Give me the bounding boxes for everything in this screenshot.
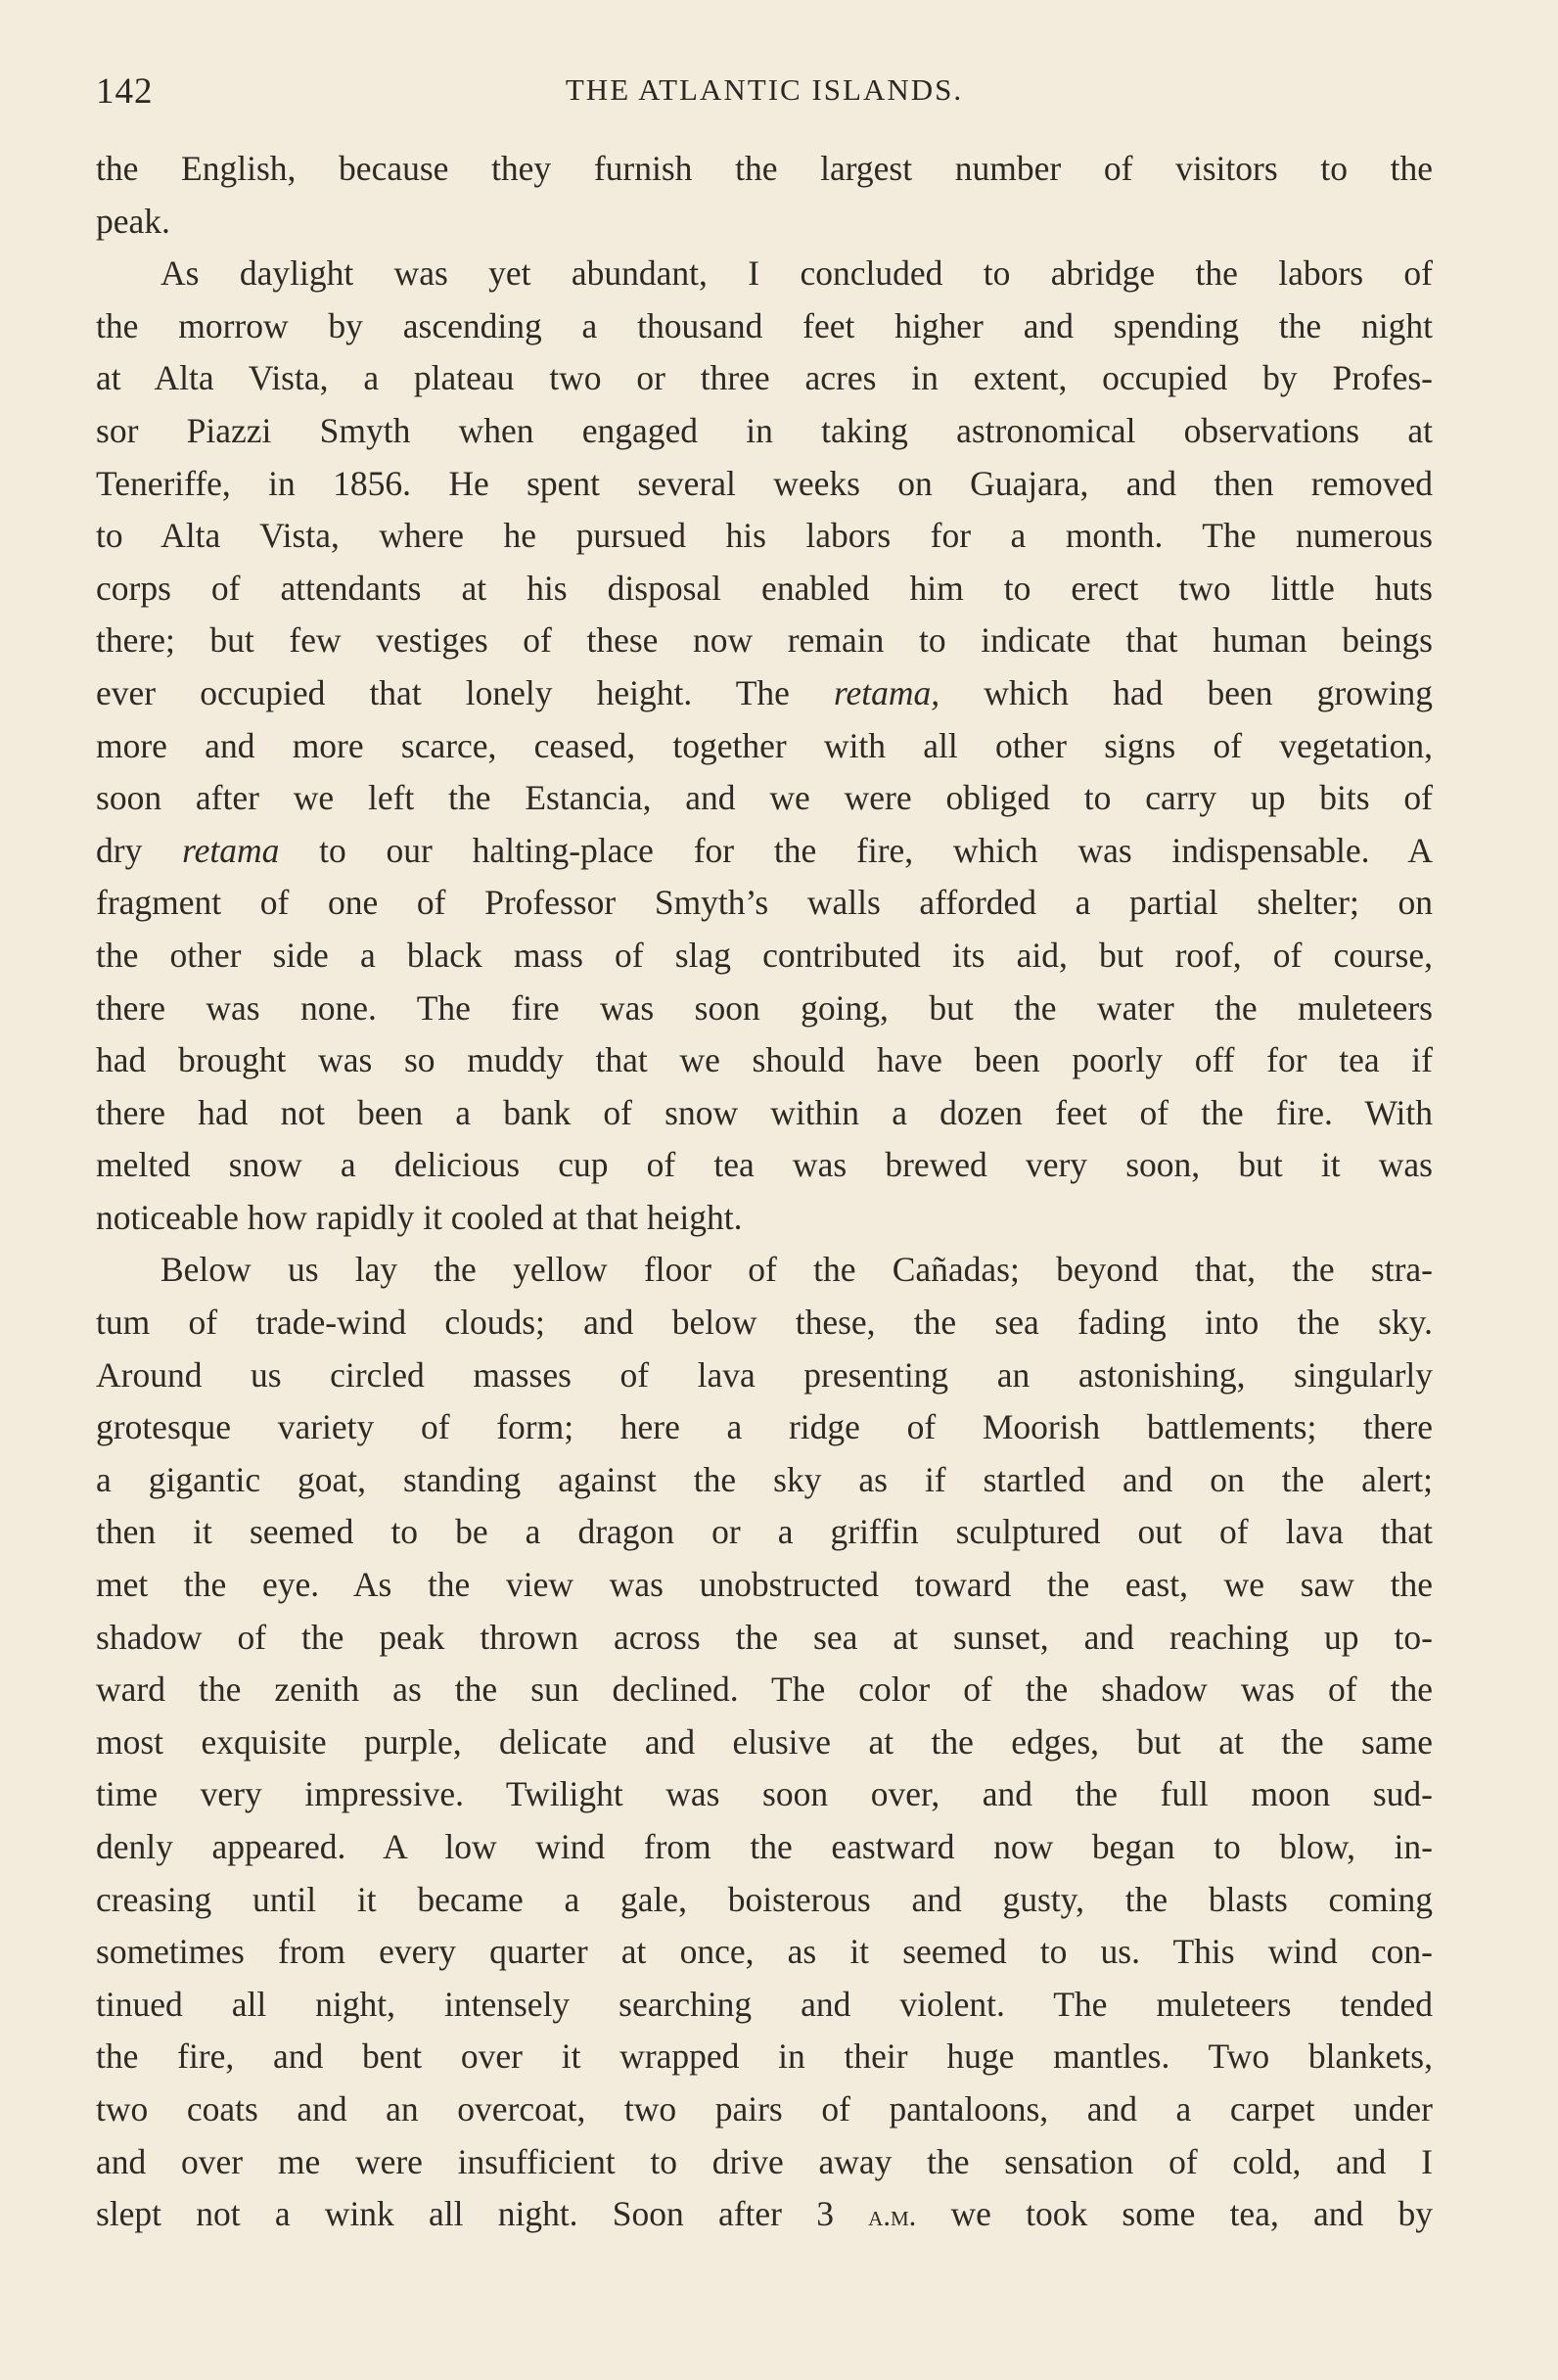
- text-line: corps of attendants at his disposal enabled him to erect two little huts: [96, 568, 1433, 608]
- text-line: noticeable how rapidly it cooled at that height.: [96, 1197, 743, 1237]
- text-line: melted snow a delicious cup of tea was brewed very soon, but it was: [96, 1145, 1433, 1185]
- text-line: creasing until it became a gale, boisterous and gusty, the blasts coming: [96, 1879, 1433, 1919]
- text-line: Teneriffe, in 1856. He spent several weeks on Guajara, and then removed: [96, 463, 1433, 503]
- text-line: the fire, and bent over it wrapped in their huge mantles. Two blankets,: [96, 2037, 1433, 2077]
- text-line: shadow of the peak thrown across the sea at sunset, and reaching up to-: [96, 1617, 1433, 1657]
- paragraph-start-line: Below us lay the yellow floor of the Cañadas; beyond that, the stra-: [160, 1250, 1433, 1290]
- text-line: the other side a black mass of slag contributed its aid, but roof, of course,: [96, 935, 1433, 975]
- text-line: Around us circled masses of lava presenting an astonishing, singularly: [96, 1354, 1433, 1395]
- text-line: more and more scarce, ceased, together with all other signs of vegetation,: [96, 725, 1433, 765]
- text-line: to Alta Vista, where he pursued his labors for a month. The numerous: [96, 516, 1433, 556]
- italic-word: retama,: [834, 672, 940, 712]
- text-line: denly appeared. A low wind from the eastward now began to blow, in-: [96, 1827, 1433, 1866]
- text-line: there; but few vestiges of these now remain to indicate that human beings: [96, 620, 1433, 661]
- text-line: grotesque variety of form; here a ridge of Moorish battlements; there: [96, 1407, 1433, 1447]
- running-title: THE ATLANTIC ISLANDS.: [565, 72, 964, 107]
- text-line: dry retama to our halting-place for the fire, which was indispensable. A: [96, 830, 1433, 870]
- text-line: time very impressive. Twilight was soon over, and the full moon sud-: [96, 1774, 1433, 1814]
- text-line: a gigantic goat, standing against the sky as if startled and on the alert;: [96, 1459, 1433, 1499]
- text-line: tum of trade-wind clouds; and below these, the sea fading into the sky.: [96, 1303, 1433, 1343]
- text-line: sor Piazzi Smyth when engaged in taking astronomical observations at: [96, 410, 1433, 450]
- page-header: [96, 70, 1433, 129]
- text-line: sometimes from every quarter at once, as it seemed to us. This wind con-: [96, 1932, 1433, 1972]
- text-line: then it seemed to be a dragon or a griffin sculptured out of lava that: [96, 1512, 1433, 1552]
- text-line: ward the zenith as the sun declined. The color of the shadow was of the: [96, 1670, 1433, 1710]
- body-text: [96, 143, 1433, 2243]
- text-line: peak.: [96, 201, 170, 241]
- text-line: and over me were insufficient to drive away the sensation of cold, and I: [96, 2141, 1433, 2181]
- text-line: fragment of one of Professor Smyth’s walls afforded a partial shelter; on: [96, 883, 1433, 923]
- text-line: met the eye. As the view was unobstructed toward the east, we saw the: [96, 1565, 1433, 1605]
- text-line: had brought was so muddy that we should have been poorly off for tea if: [96, 1040, 1433, 1080]
- italic-word: retama: [182, 830, 280, 870]
- text-line: the morrow by ascending a thousand feet higher and spending the night: [96, 305, 1433, 345]
- text-line: two coats and an overcoat, two pairs of pantaloons, and a carpet under: [96, 2088, 1433, 2128]
- text-line: there was none. The fire was soon going, but the water the muleteers: [96, 987, 1433, 1028]
- small-caps-time: a.m.: [868, 2199, 917, 2233]
- text-line: soon after we left the Estancia, and we were obliged to carry up bits of: [96, 778, 1433, 818]
- paragraph-start-line: As daylight was yet abundant, I concluded to abridge the labors of: [160, 253, 1433, 294]
- text-line: the English, because they furnish the largest number of visitors to the: [96, 149, 1433, 188]
- text-line: most exquisite purple, delicate and elusive at the edges, but at the same: [96, 1721, 1433, 1762]
- text-line: ever occupied that lonely height. The retama, which had been growing: [96, 672, 1433, 712]
- page-number: 142: [96, 71, 154, 112]
- text-line: at Alta Vista, a plateau two or three acres in extent, occupied by Profes-: [96, 358, 1433, 398]
- text-line: tinued all night, intensely searching and violent. The muleteers tended: [96, 1984, 1433, 2024]
- text-line: there had not been a bank of snow within a dozen feet of the fire. With: [96, 1092, 1433, 1132]
- text-line: slept not a wink all night. Soon after 3 a.m. we took some tea, and by: [96, 2194, 1433, 2234]
